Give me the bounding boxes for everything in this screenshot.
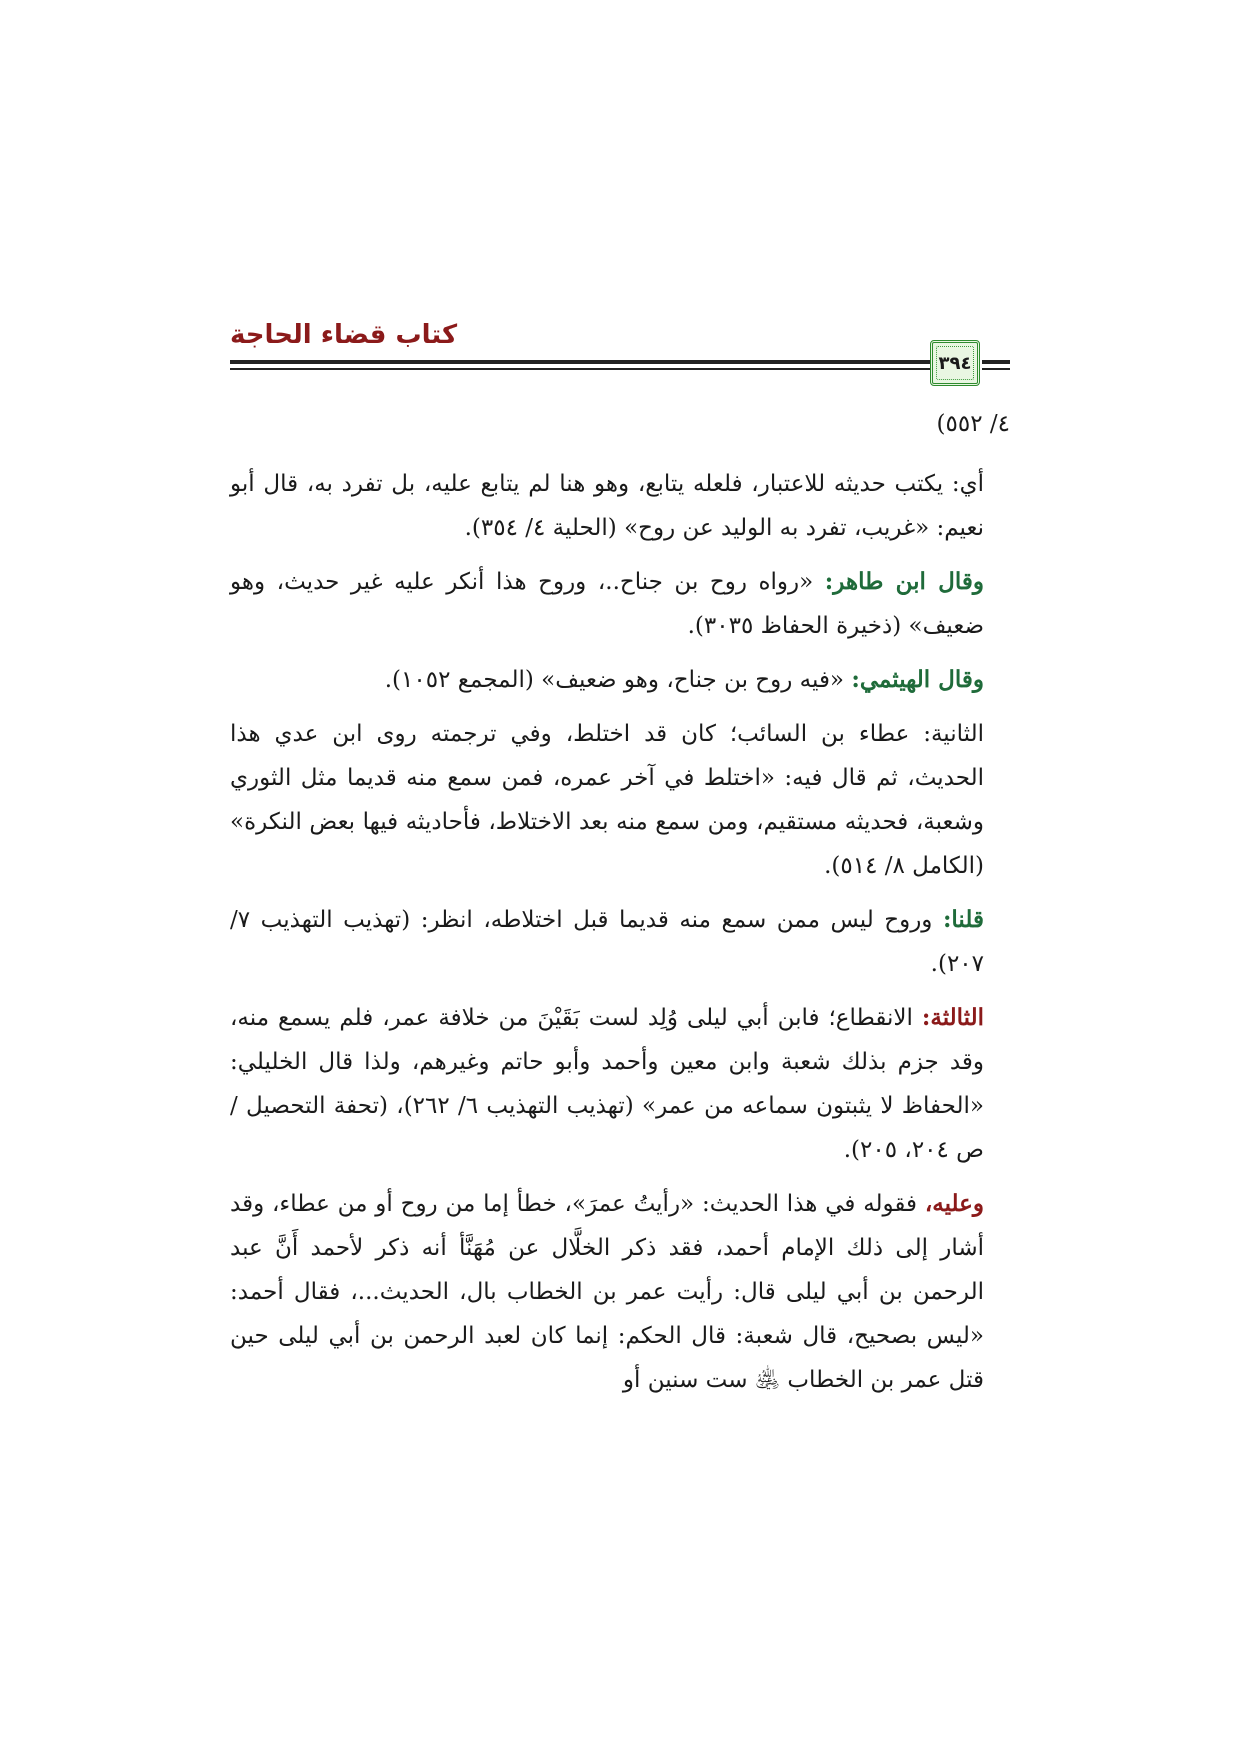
paragraph-5 <box>230 898 1010 986</box>
paragraph-6 <box>230 996 1010 1172</box>
paragraph-5-text: وروح ليس ممن سمع منه قديما قبل اختلاطه، انظر: (تهذيب التهذيب ٧/ ٢٠٧). <box>230 907 984 977</box>
page-header <box>230 320 1010 390</box>
header-rule-right-thin <box>982 368 1010 370</box>
paragraph-6-text: الانقطاع؛ فابن أبي ليلى وُلِد لست بَقَيْنَ من خلافة عمر، فلم يسمع منه، وقد جزم بذلك شعبة وابن معين وأحمد وأبو حاتم وغيرهم، ولذا قال الخليلي: «الحفاظ لا يثبتون سماعه من عمر» (تهذيب التهذيب ٦/ ٢٦٢)، (تحفة التحصيل / ص ٢٠٤، ٢٠٥). <box>230 1005 984 1163</box>
paragraph-2-text: «رواه روح بن جناح..، وروح هذا أنكر عليه غير حديث، وهو ضعيف» (ذخيرة الحفاظ ٣٠٣٥). <box>230 569 984 639</box>
paragraph-3-lead: وقال الهيثمي: <box>851 666 984 693</box>
paragraph-7-lead: وعليه، <box>924 1190 984 1217</box>
paragraph-5-lead: قلنا: <box>942 906 984 933</box>
paragraph-6-lead: الثالثة: <box>921 1004 984 1031</box>
header-rule-thin <box>230 368 930 370</box>
paragraph-3 <box>230 658 1010 702</box>
continuation-line: ٤/ ٥٥٢) <box>936 411 1010 437</box>
paragraph-4: الثانية: عطاء بن السائب؛ كان قد اختلط، وفي ترجمته روى ابن عدي هذا الحديث، ثم قال فيه: «اختلط في آخر عمره، فمن سمع منه قديما مثل الثوري وشعبة، فحديثه مستقيم، ومن سمع منه بعد الاختلاط، فأحاديثه فيها بعض النكرة» (الكامل ٨/ ٥١٤). <box>230 721 984 879</box>
paragraph-3-text: «فيه روح بن جناح، وهو ضعيف» (المجمع ١٠٥٢). <box>384 667 852 693</box>
book-title: كتاب قضاء الحاجة <box>230 320 458 350</box>
page-body <box>230 402 1010 1412</box>
header-rule-right-thick <box>982 360 1010 364</box>
header-rule-thick <box>230 360 930 364</box>
page-number: ٣٩٤ <box>938 352 972 374</box>
page-number-badge <box>930 340 980 386</box>
paragraph-7 <box>230 1182 1010 1402</box>
paragraph-1: أي: يكتب حديثه للاعتبار، فلعله يتابع، وهو هنا لم يتابع عليه، بل تفرد به، قال أبو نعيم: «غريب، تفرد به الوليد عن روح» (الحلية ٤/ ٣٥٤). <box>230 471 984 541</box>
paragraph-7-text: فقوله في هذا الحديث: «رأيتُ عمرَ»، خطأ إما من روح أو من عطاء، وقد أشار إلى ذلك الإمام أحمد، فقد ذكر الخلَّال عن مُهَنَّأ أنه ذكر لأحمد أَنَّ عبد الرحمن بن أبي ليلى قال: رأيت عمر بن الخطاب بال، الحديث...، فقال أحمد: «ليس بصحيح، قال شعبة: قال الحكم: إنما كان لعبد الرحمن بن أبي ليلى حين قتل عمر بن الخطاب ﵁ ست سنين أو <box>230 1191 984 1393</box>
paragraph-2 <box>230 560 1010 648</box>
paragraph-2-lead: وقال ابن طاهر: <box>824 568 984 595</box>
